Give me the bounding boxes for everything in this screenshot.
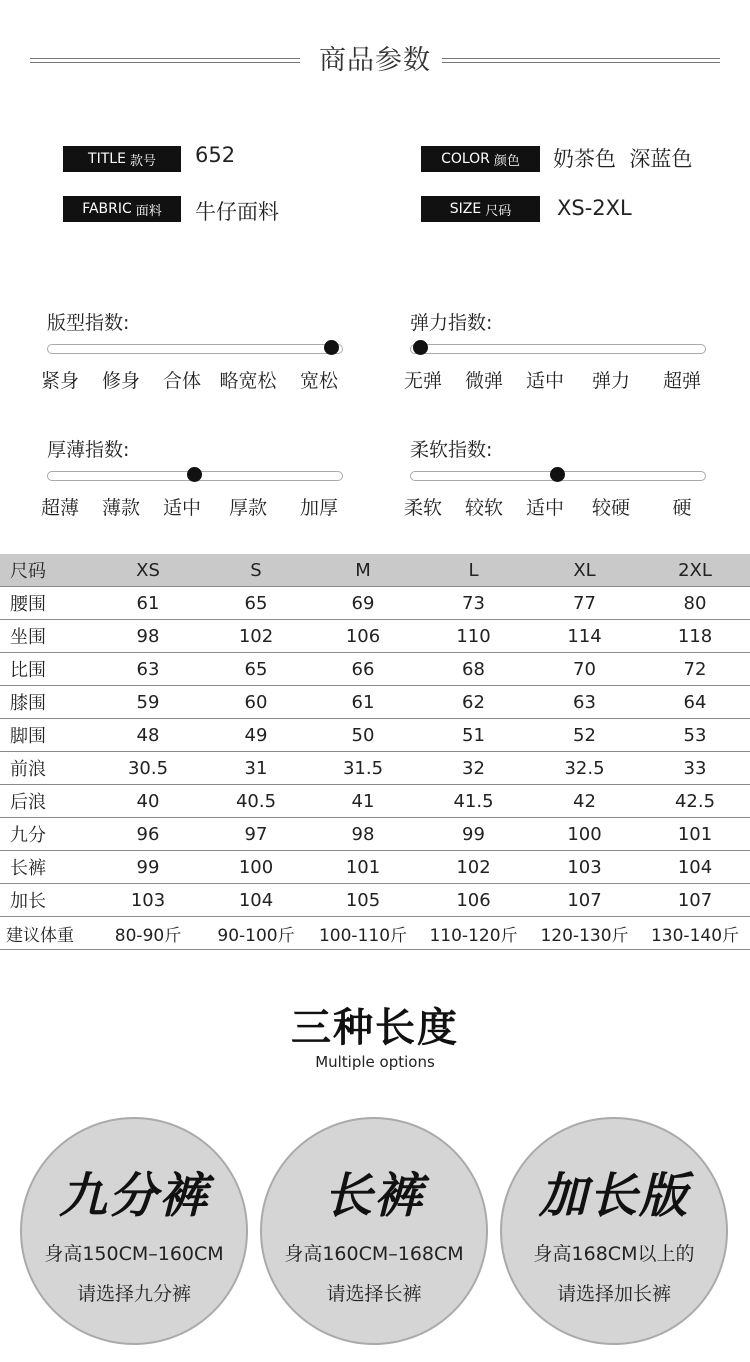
table-cell: 31 xyxy=(204,752,308,785)
size-header-cell: S xyxy=(204,554,308,587)
size-table-body xyxy=(0,587,750,950)
table-cell: 66 xyxy=(308,653,418,686)
table-cell: 31.5 xyxy=(308,752,418,785)
table-cell: 63 xyxy=(92,653,204,686)
table-cell: 102 xyxy=(204,620,308,653)
table-cell: 99 xyxy=(92,851,204,884)
table-cell: 63 xyxy=(529,686,640,719)
table-row xyxy=(0,587,750,620)
index-label: 适中 xyxy=(162,497,201,519)
tag-size-en: SIZE xyxy=(449,201,482,217)
index-title-thickness: 厚薄指数: xyxy=(47,439,130,461)
tag-fabric-en: FABRIC xyxy=(82,201,132,217)
tag-title-en: TITLE xyxy=(88,151,126,167)
table-cell: 41 xyxy=(308,785,418,818)
size-header-label: 尺码 xyxy=(0,554,92,587)
tag-size-cn: 尺码 xyxy=(485,203,512,219)
table-cell: 105 xyxy=(308,884,418,917)
length-option-height: 身高168CM以上的 xyxy=(533,1243,695,1265)
tag-color-en: COLOR xyxy=(441,151,490,167)
length-option-regular xyxy=(260,1117,488,1345)
table-cell: 72 xyxy=(640,653,750,686)
table-cell: 98 xyxy=(308,818,418,851)
size-header-cell: M xyxy=(308,554,418,587)
length-option-name: 长裤 xyxy=(323,1168,424,1224)
index-label: 超弹 xyxy=(662,370,701,392)
table-cell: 110-120斤 xyxy=(418,917,529,950)
table-cell: 61 xyxy=(308,686,418,719)
row-label: 坐围 xyxy=(0,620,92,653)
table-cell: 106 xyxy=(308,620,418,653)
table-cell: 107 xyxy=(529,884,640,917)
index-label: 薄款 xyxy=(101,497,140,519)
size-table xyxy=(0,554,750,950)
index-knob-fit xyxy=(324,340,339,355)
table-cell: 68 xyxy=(418,653,529,686)
table-cell: 40 xyxy=(92,785,204,818)
table-cell: 73 xyxy=(418,587,529,620)
tag-size xyxy=(421,196,540,222)
table-cell: 65 xyxy=(204,653,308,686)
table-cell: 64 xyxy=(640,686,750,719)
index-label: 加厚 xyxy=(299,497,338,519)
table-cell: 80-90斤 xyxy=(92,917,204,950)
index-label: 略宽松 xyxy=(219,370,277,392)
index-label: 弹力 xyxy=(591,370,630,392)
value-color: 奶茶色 深蓝色 xyxy=(553,147,693,171)
tag-fabric xyxy=(63,196,181,222)
index-title-stretch: 弹力指数: xyxy=(410,312,493,334)
table-cell: 62 xyxy=(418,686,529,719)
table-cell: 90-100斤 xyxy=(204,917,308,950)
index-title-fit: 版型指数: xyxy=(47,312,130,334)
length-option-name: 加长版 xyxy=(538,1168,689,1224)
index-label: 适中 xyxy=(525,370,564,392)
table-cell: 100-110斤 xyxy=(308,917,418,950)
table-cell: 69 xyxy=(308,587,418,620)
row-label: 长裤 xyxy=(0,851,92,884)
table-row xyxy=(0,818,750,851)
row-label: 后浪 xyxy=(0,785,92,818)
row-label: 比围 xyxy=(0,653,92,686)
tag-fabric-cn: 面料 xyxy=(135,203,162,219)
table-row xyxy=(0,620,750,653)
table-cell: 77 xyxy=(529,587,640,620)
size-header-cell: 2XL xyxy=(640,554,750,587)
index-label: 修身 xyxy=(101,370,140,392)
table-cell: 42.5 xyxy=(640,785,750,818)
table-cell: 100 xyxy=(529,818,640,851)
size-header-cell: L xyxy=(418,554,529,587)
size-header-cell: XL xyxy=(529,554,640,587)
index-label: 厚款 xyxy=(228,497,267,519)
row-label: 膝围 xyxy=(0,686,92,719)
table-row xyxy=(0,752,750,785)
table-cell: 118 xyxy=(640,620,750,653)
table-cell: 30.5 xyxy=(92,752,204,785)
table-cell: 103 xyxy=(92,884,204,917)
table-cell: 65 xyxy=(204,587,308,620)
lengths-subtitle: Multiple options xyxy=(315,1053,435,1071)
table-row xyxy=(0,785,750,818)
table-cell: 100 xyxy=(204,851,308,884)
table-cell: 49 xyxy=(204,719,308,752)
table-cell: 110 xyxy=(418,620,529,653)
table-row xyxy=(0,653,750,686)
index-label: 合体 xyxy=(162,370,201,392)
size-header-cell: XS xyxy=(92,554,204,587)
table-cell: 61 xyxy=(92,587,204,620)
tag-title xyxy=(63,146,181,172)
length-option-height: 身高160CM–168CM xyxy=(284,1243,464,1265)
row-label: 前浪 xyxy=(0,752,92,785)
length-option-advice: 请选择九分裤 xyxy=(76,1283,191,1305)
table-cell: 102 xyxy=(418,851,529,884)
table-row xyxy=(0,884,750,917)
length-option-advice: 请选择长裤 xyxy=(326,1283,422,1305)
table-cell: 97 xyxy=(204,818,308,851)
table-row xyxy=(0,719,750,752)
index-label: 宽松 xyxy=(299,370,338,392)
table-cell: 42 xyxy=(529,785,640,818)
row-label: 脚围 xyxy=(0,719,92,752)
lengths-title: 三种长度 xyxy=(291,1005,459,1051)
table-cell: 130-140斤 xyxy=(640,917,750,950)
value-size-range: XS-2XL xyxy=(557,196,632,220)
row-label: 加长 xyxy=(0,884,92,917)
table-cell: 114 xyxy=(529,620,640,653)
table-cell: 32.5 xyxy=(529,752,640,785)
table-cell: 96 xyxy=(92,818,204,851)
index-label: 适中 xyxy=(525,497,564,519)
length-option-name: 九分裤 xyxy=(58,1168,209,1224)
index-label: 较软 xyxy=(464,497,503,519)
value-style-number: 652 xyxy=(195,143,236,167)
table-cell: 99 xyxy=(418,818,529,851)
index-title-softness: 柔软指数: xyxy=(410,439,493,461)
index-label: 较硬 xyxy=(591,497,630,519)
table-cell: 33 xyxy=(640,752,750,785)
table-row xyxy=(0,917,750,950)
table-cell: 41.5 xyxy=(418,785,529,818)
table-cell: 59 xyxy=(92,686,204,719)
index-label: 超薄 xyxy=(40,497,79,519)
index-track-stretch xyxy=(410,344,706,354)
length-option-height: 身高150CM–160CM xyxy=(44,1243,224,1265)
length-option-advice: 请选择加长裤 xyxy=(556,1283,671,1305)
length-option-cropped xyxy=(20,1117,248,1345)
index-label: 柔软 xyxy=(403,497,442,519)
table-cell: 50 xyxy=(308,719,418,752)
index-knob-thickness xyxy=(187,467,202,482)
table-cell: 107 xyxy=(640,884,750,917)
row-label: 九分 xyxy=(0,818,92,851)
index-track-fit xyxy=(47,344,343,354)
table-cell: 32 xyxy=(418,752,529,785)
table-cell: 98 xyxy=(92,620,204,653)
table-cell: 40.5 xyxy=(204,785,308,818)
index-knob-stretch xyxy=(413,340,428,355)
index-label: 微弹 xyxy=(464,370,503,392)
tag-color xyxy=(421,146,540,172)
table-cell: 48 xyxy=(92,719,204,752)
table-cell: 101 xyxy=(308,851,418,884)
table-cell: 60 xyxy=(204,686,308,719)
tag-color-cn: 颜色 xyxy=(493,153,520,169)
table-cell: 51 xyxy=(418,719,529,752)
index-label: 硬 xyxy=(672,497,692,519)
index-label: 紧身 xyxy=(40,370,79,392)
length-option-long xyxy=(500,1117,728,1345)
table-cell: 52 xyxy=(529,719,640,752)
table-cell: 120-130斤 xyxy=(529,917,640,950)
table-cell: 104 xyxy=(640,851,750,884)
index-label: 无弹 xyxy=(403,370,442,392)
row-label: 建议体重 xyxy=(0,917,92,950)
table-cell: 80 xyxy=(640,587,750,620)
table-cell: 70 xyxy=(529,653,640,686)
section-title-params: 商品参数 xyxy=(319,45,431,76)
table-cell: 104 xyxy=(204,884,308,917)
table-cell: 106 xyxy=(418,884,529,917)
size-table-header xyxy=(0,554,750,587)
table-cell: 103 xyxy=(529,851,640,884)
row-label: 腰围 xyxy=(0,587,92,620)
table-cell: 53 xyxy=(640,719,750,752)
index-knob-softness xyxy=(550,467,565,482)
table-row xyxy=(0,851,750,884)
tag-title-cn: 款号 xyxy=(129,153,156,169)
value-fabric: 牛仔面料 xyxy=(195,200,279,224)
table-row xyxy=(0,686,750,719)
table-cell: 101 xyxy=(640,818,750,851)
